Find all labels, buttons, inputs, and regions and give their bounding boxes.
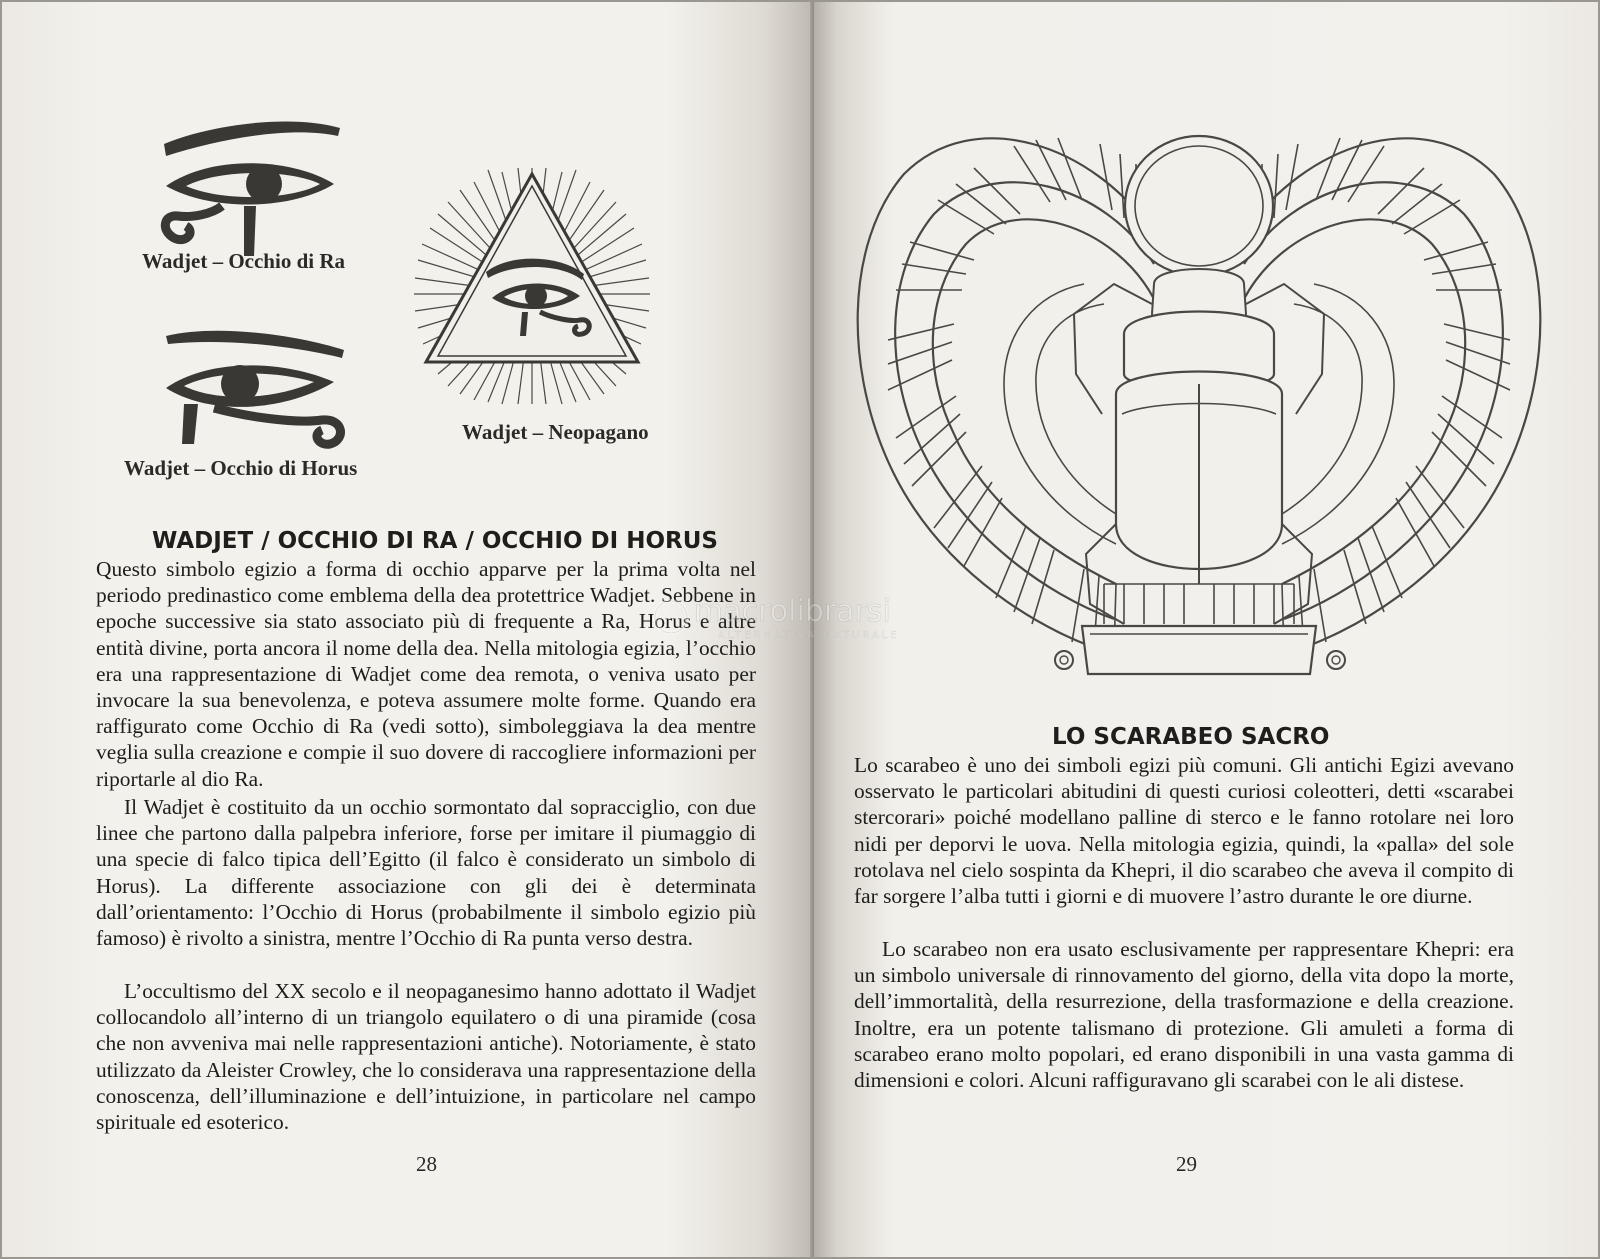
left-page [2, 2, 814, 1257]
eye-of-horus-icon [154, 320, 354, 460]
section-heading-wadjet: WADJET / OCCHIO DI RA / OCCHIO DI HORUS [152, 528, 718, 554]
eye-in-triangle-icon [412, 166, 652, 406]
watermark-text: macrolibrarsi [694, 594, 891, 629]
winged-scarab-icon [854, 114, 1544, 694]
page-number-right: 29 [1176, 1152, 1197, 1176]
scarabeo-paragraph-1: Lo scarabeo è uno dei simboli egizi più comuni. Gli antichi Egizi avevano osservato le particolari abitudini di questi curiosi coleotteri, detti «scarabei stercorari» poiché modellano palline di sterco e le fanno rotolare nei loro nidi per deporvi le uova. Nella mitologia egizia, quindi, la «palla» del sole rotolava nel cielo sospinta da Khepri, il dio scarabeo che aveva il compito di far sorgere l’alba tutti i giorni e di muovere l’astro durante le ore diurne. [854, 753, 1514, 909]
page-number-left: 28 [416, 1152, 437, 1176]
wadjet-paragraph-2: Il Wadjet è costituito da un occhio sormontato dal sopracciglio, con due linee che partono dalla palpebra inferiore, forse per imitare il piumaggio di una specie di falco tipica dell’Egitto (il falco è considerato un simbolo di Horus). La differente associazione con gli dei è determinata dall’orientamento: l’Occhio di Horus (probabilmente il simbolo egizio più famoso) è rivolto a sinistra, mentre l’Occhio di Ra punta verso destra. [96, 795, 756, 951]
watermark-subtext: ALTERNATIVA NATURALE [718, 630, 900, 641]
wadjet-paragraph-3: L’occultismo del XX secolo e il neopaganesimo hanno adottato il Wadjet collocandolo all’interno di un triangolo equilatero o di una piramide (cosa che non avveniva mai nelle rappresentazioni antiche). Notoriamente, è stato utilizzato da Aleister Crowley, che lo considerava una rappresentazione della conoscenza, dell’illuminazione e dell’intuizione, in particolare nel campo spirituale ed esoterico. [96, 979, 756, 1135]
right-page [814, 2, 1598, 1257]
caption-occhio-di-ra: Wadjet – Occhio di Ra [142, 249, 345, 273]
caption-occhio-di-horus: Wadjet – Occhio di Horus [124, 456, 358, 480]
wadjet-paragraph-1: Questo simbolo egizio a forma di occhio apparve per la prima volta nel periodo predinastico come emblema della dea protettrice Wadjet. Sebbene in epoche successive sia stato associato più di frequente a Ra, Horus e altre entità divine, porta ancora il nome della dea. Nella mitologia egizia, l’occhio era una rappresentazione di Wadjet come dea remota, o veniva usato per invocare la sua benevolenza, e poteva assumere molte forme. Quando era raffigurato come Occhio di Ra (vedi sotto), simboleggiava la dea mentre veglia sulla creazione e compie il suo dovere di raccogliere informazioni per riportarle al dio Ra. [96, 557, 756, 791]
caption-neopagano: Wadjet – Neopagano [462, 420, 649, 444]
scarabeo-paragraph-2: Lo scarabeo non era usato esclusivamente per rappresentare Khepri: era un simbolo universale di rinnovamento del giorno, della vita dopo la morte, dell’immortalità, della resurrezione, della trasformazione e della creazione. Inoltre, era un potente talismano di protezione. Gli amuleti a forma di scarabeo erano molto popolari, ed erano disponibili in una vasta gamma di dimensioni e colori. Alcuni raffiguravano gli scarabei con le ali distese. [854, 937, 1514, 1093]
section-heading-scarabeo: LO SCARABEO SACRO [1052, 724, 1330, 750]
